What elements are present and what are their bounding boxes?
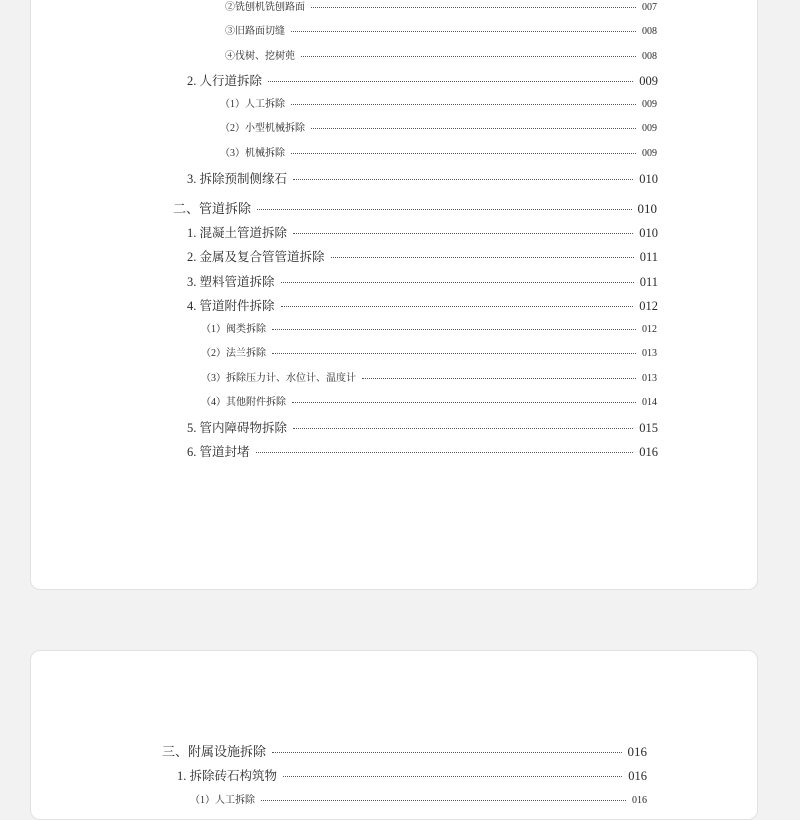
toc-entry-label: ④伐树、挖树蔸 — [225, 51, 295, 62]
toc-entry[interactable] — [187, 418, 658, 436]
dot-leader — [293, 428, 633, 429]
dot-leader — [293, 179, 633, 180]
toc-entry-page: 009 — [639, 74, 658, 88]
toc-entry-label: 4. 管道附件拆除 — [187, 299, 275, 313]
toc-entry-label: 6. 管道封堵 — [187, 445, 250, 459]
toc-entry-label: ②铣刨机铣刨路面 — [225, 2, 305, 13]
toc-entry-label: 3. 塑料管道拆除 — [187, 275, 275, 289]
dot-leader — [272, 752, 621, 753]
toc-entry[interactable] — [225, 47, 657, 62]
dot-leader — [281, 282, 634, 283]
toc-entry-page: 016 — [632, 795, 647, 806]
dot-leader — [293, 233, 633, 234]
toc-entry-page: 008 — [642, 26, 657, 37]
dot-leader — [292, 402, 636, 403]
toc-entry[interactable] — [187, 71, 658, 89]
toc-entry-page: 011 — [639, 275, 658, 289]
toc-entry[interactable] — [187, 442, 658, 460]
toc-entry[interactable] — [190, 791, 647, 806]
dot-leader — [331, 257, 634, 258]
toc-entry[interactable] — [187, 247, 658, 265]
toc-entry-page: 012 — [639, 299, 658, 313]
toc-entry[interactable] — [177, 766, 647, 784]
toc-entry[interactable] — [225, 22, 657, 37]
toc-entry-page: 011 — [639, 250, 658, 264]
dot-leader — [311, 128, 636, 129]
dot-leader — [291, 153, 636, 154]
toc-entry-page: 010 — [639, 172, 658, 186]
toc-entry-label: 1. 混凝土管道拆除 — [187, 226, 288, 240]
toc-entry-label: （2）小型机械拆除 — [220, 123, 305, 134]
toc-entry-page: 009 — [642, 148, 657, 159]
toc-entry-label: （1）人工拆除 — [190, 795, 255, 806]
toc-entry-page: 009 — [642, 123, 657, 134]
toc-entry-page: 007 — [642, 2, 657, 13]
toc-entry-label: 2. 金属及复合管管道拆除 — [187, 250, 325, 264]
toc-entry-label: （3）机械拆除 — [220, 148, 285, 159]
toc-entry-page: 009 — [642, 99, 657, 110]
toc-entry-page: 013 — [642, 373, 657, 384]
toc-entry-label: 2. 人行道拆除 — [187, 74, 263, 88]
toc-entry-label: （1）阀类拆除 — [201, 324, 266, 335]
toc-entry[interactable] — [220, 95, 657, 110]
dot-leader — [272, 353, 636, 354]
dot-leader — [256, 452, 634, 453]
toc-entry[interactable] — [162, 741, 647, 760]
dot-leader — [291, 31, 636, 32]
toc-entry-label: 三、附属设施拆除 — [162, 744, 267, 759]
toc-entry-label: （3）拆除压力计、水位计、温度计 — [201, 373, 356, 384]
toc-entry-label: （2）法兰拆除 — [201, 348, 266, 359]
toc-entry-page: 016 — [627, 744, 647, 759]
dot-leader — [268, 81, 633, 82]
toc-entry[interactable] — [173, 198, 657, 217]
toc-entry-label: （4）其他附件拆除 — [201, 397, 286, 408]
dot-leader — [257, 209, 631, 210]
toc-entry[interactable] — [220, 119, 657, 134]
toc-entry-page: 012 — [642, 324, 657, 335]
toc-entry[interactable] — [201, 369, 657, 384]
toc-entry-label: ③旧路面切缝 — [225, 26, 285, 37]
dot-leader — [261, 800, 626, 801]
dot-leader — [283, 776, 622, 777]
toc-entry-label: （1）人工拆除 — [220, 99, 285, 110]
toc-entry[interactable] — [201, 344, 657, 359]
toc-entry-label: 3. 拆除预制侧缘石 — [187, 172, 288, 186]
toc-entry-label: 5. 管内障碍物拆除 — [187, 421, 288, 435]
dot-leader — [301, 56, 636, 57]
toc-entry-page: 016 — [639, 445, 658, 459]
dot-leader — [362, 378, 636, 379]
dot-leader — [281, 306, 634, 307]
toc-entry-label: 二、管道拆除 — [173, 201, 252, 216]
toc-entry[interactable] — [187, 169, 658, 187]
toc-entry[interactable] — [220, 144, 657, 159]
toc-entry[interactable] — [201, 320, 657, 335]
toc-page-2 — [30, 650, 758, 820]
toc-entry-page: 008 — [642, 51, 657, 62]
toc-entry-label: 1. 拆除砖石构筑物 — [177, 769, 278, 783]
toc-entry[interactable] — [201, 393, 657, 408]
toc-entry[interactable] — [225, 0, 657, 13]
toc-page-1 — [30, 0, 758, 590]
toc-entry-page: 013 — [642, 348, 657, 359]
toc-entry[interactable] — [187, 223, 658, 241]
toc-entry-page: 014 — [642, 397, 657, 408]
toc-entry[interactable] — [187, 296, 658, 314]
toc-entry-page: 016 — [628, 769, 647, 783]
toc-entry-page: 010 — [637, 201, 657, 216]
dot-leader — [291, 104, 636, 105]
toc-entry-page: 015 — [639, 421, 658, 435]
dot-leader — [272, 329, 636, 330]
toc-entry[interactable] — [187, 272, 658, 290]
toc-entry-page: 010 — [639, 226, 658, 240]
dot-leader — [311, 7, 636, 8]
